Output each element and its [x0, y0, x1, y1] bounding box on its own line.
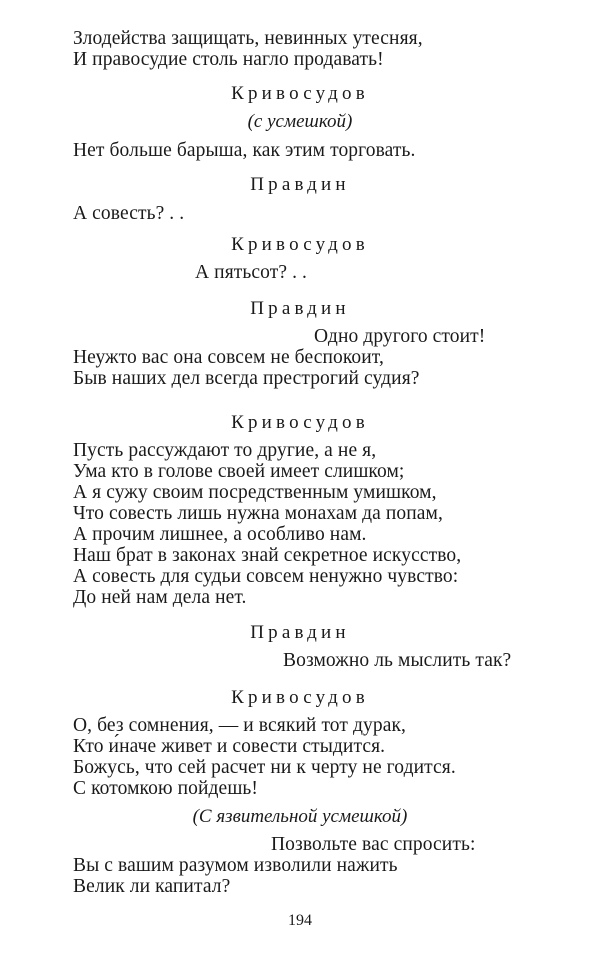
verse-line: Кто и́наче живет и совести стыдится. — [73, 736, 386, 757]
verse-line: Наш брат в законах знай секретное искусство, — [73, 545, 462, 566]
verse-line: Ума кто в голове своей имеет слишком; — [73, 461, 405, 482]
verse-line: И правосудие столь нагло продавать! — [73, 49, 384, 70]
verse-line: Что совесть лишь нужна монахам да попам, — [73, 503, 443, 524]
verse-line: А совесть для судьи совсем ненужно чувство: — [73, 566, 459, 587]
verse-line: Возможно ль мыслить так? — [283, 650, 512, 671]
stage-direction: (С язвительной усмешкой) — [192, 806, 408, 827]
speaker-name: Правдин — [250, 174, 350, 195]
verse-line: Позвольте вас спросить: — [271, 834, 476, 855]
verse-line: Вы с вашим разумом изволили нажить — [73, 855, 398, 876]
speaker-name: Правдин — [250, 622, 350, 643]
speaker-name: Кривосудов — [231, 412, 369, 433]
verse-line: До ней нам дела нет. — [73, 587, 247, 608]
verse-line: А прочим лишнее, а особливо нам. — [73, 524, 367, 545]
page-number: 194 — [288, 912, 312, 929]
verse-line: А я сужу своим посредственным умишком, — [73, 482, 437, 503]
verse-line: А пятьсот? . . — [195, 262, 308, 283]
verse-line: О, без сомнения, — и всякий тот дурак, — [73, 715, 407, 736]
verse-line: Быв наших дел всегда престрогий судия? — [73, 368, 420, 389]
speaker-name: Кривосудов — [231, 687, 369, 708]
verse-line: Пусть рассуждают то другие, а не я, — [73, 440, 377, 461]
speaker-name: Кривосудов — [231, 234, 369, 255]
verse-line: Велик ли капитал? — [73, 876, 231, 897]
verse-line: Нет больше барыша, как этим торговать. — [73, 140, 416, 161]
verse-line: Одно другого стоит! — [314, 326, 486, 347]
verse-line: А совесть? . . — [73, 203, 185, 224]
stage-direction: (с усмешкой) — [247, 111, 353, 132]
verse-line: С котомкою пойдешь! — [73, 778, 259, 799]
verse-line: Божусь, что сей расчет ни к черту не годится. — [73, 757, 456, 778]
verse-line: Неужто вас она совсем не беспокоит, — [73, 347, 384, 368]
verse-line: Злодейства защищать, невинных утесняя, — [73, 28, 423, 49]
speaker-name: Кривосудов — [231, 83, 369, 104]
speaker-name: Правдин — [250, 298, 350, 319]
